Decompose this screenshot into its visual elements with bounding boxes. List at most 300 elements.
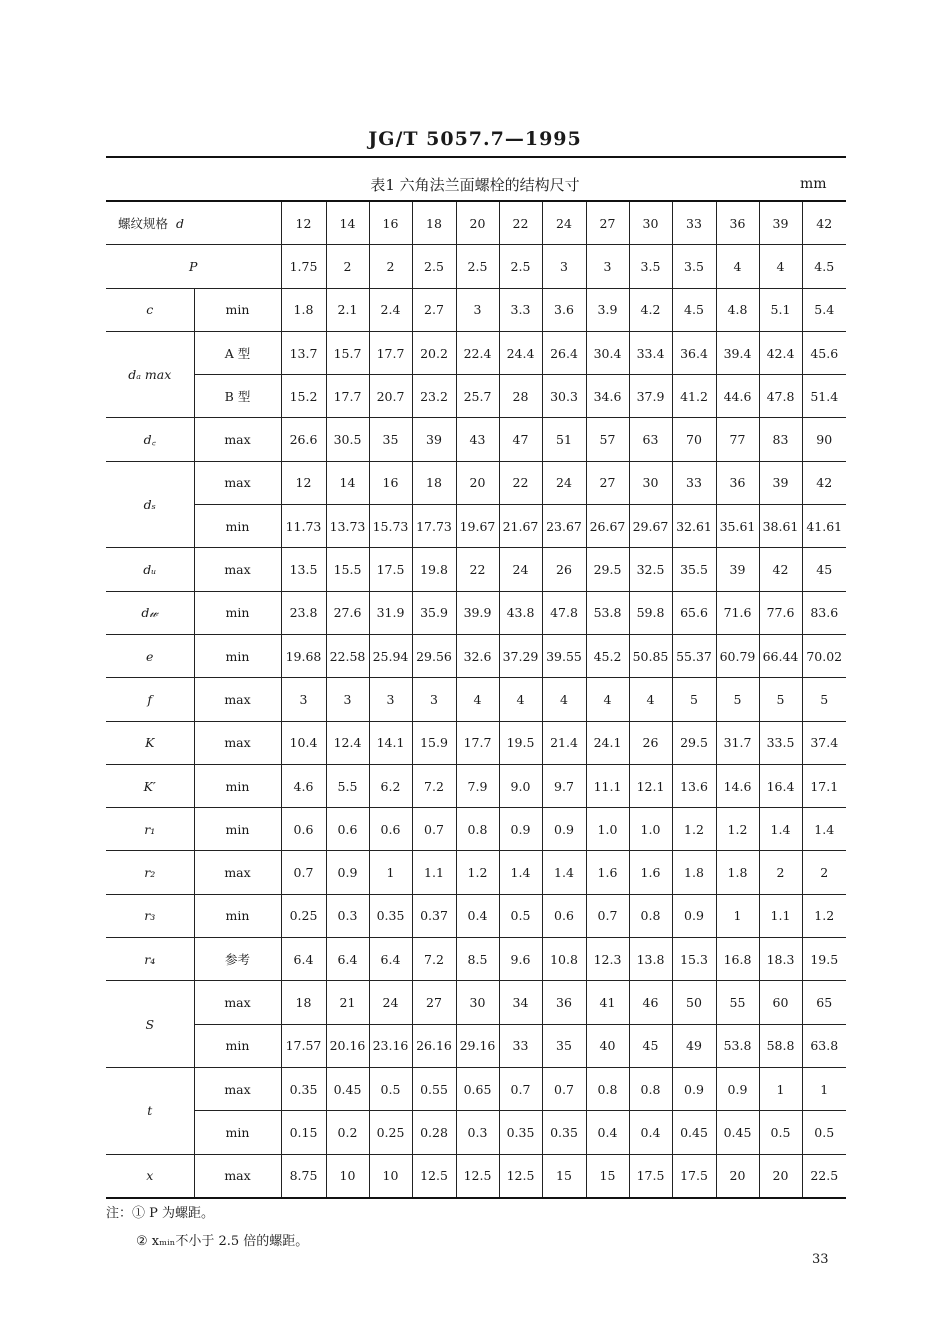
value-cell: 19.5 — [802, 938, 846, 981]
value-cell: 39.4 — [716, 331, 759, 374]
value-cell: 3 — [281, 678, 326, 721]
value-cell: 36 — [716, 461, 759, 504]
value-cell: 3 — [456, 288, 499, 331]
value-cell: 17.57 — [281, 1024, 326, 1067]
parameter-cell: d𝓌 — [106, 591, 194, 634]
value-cell: 1.75 — [281, 245, 326, 288]
spec-symbol: d — [176, 216, 185, 232]
value-cell: 29.5 — [586, 548, 629, 591]
value-cell: 17.5 — [672, 1154, 716, 1198]
table-row — [106, 938, 846, 981]
value-cell: 53.8 — [586, 591, 629, 634]
parameter-cell: c — [106, 288, 194, 331]
value-cell: 4.6 — [281, 764, 326, 807]
qualifier-cell: max — [194, 1067, 281, 1110]
value-cell: 41 — [586, 981, 629, 1024]
value-cell: 17.7 — [456, 721, 499, 764]
value-cell: 3 — [542, 245, 586, 288]
qualifier-cell: B 型 — [194, 375, 281, 418]
value-cell: 10 — [369, 1154, 412, 1198]
value-cell: 42 — [802, 461, 846, 504]
value-cell: 0.4 — [586, 1111, 629, 1154]
value-cell: 35.5 — [672, 548, 716, 591]
value-cell: 23.67 — [542, 505, 586, 548]
qualifier-cell: 参考 — [194, 938, 281, 981]
value-cell: 5.5 — [326, 764, 369, 807]
table-row — [106, 634, 846, 677]
parameter-cell: r₁ — [106, 808, 194, 851]
value-cell: 9.0 — [499, 764, 542, 807]
size-header-cell: 30 — [629, 201, 672, 245]
value-cell: 30 — [456, 981, 499, 1024]
table-row — [106, 764, 846, 807]
table-row — [106, 721, 846, 764]
value-cell: 65 — [802, 981, 846, 1024]
value-cell: 33.4 — [629, 331, 672, 374]
value-cell: 0.5 — [759, 1111, 802, 1154]
value-cell: 1.6 — [586, 851, 629, 894]
value-cell: 70 — [672, 418, 716, 461]
value-cell: 26.4 — [542, 331, 586, 374]
value-cell: 50.85 — [629, 634, 672, 677]
value-cell: 21.67 — [499, 505, 542, 548]
value-cell: 3 — [586, 245, 629, 288]
qualifier-cell: min — [194, 634, 281, 677]
size-header-cell: 16 — [369, 201, 412, 245]
value-cell: 27 — [412, 981, 456, 1024]
value-cell: 23.8 — [281, 591, 326, 634]
value-cell: 1.4 — [759, 808, 802, 851]
value-cell: 66.44 — [759, 634, 802, 677]
value-cell: 23.16 — [369, 1024, 412, 1067]
qualifier-cell: max — [194, 1154, 281, 1198]
value-cell: 0.3 — [326, 894, 369, 937]
value-cell: 51 — [542, 418, 586, 461]
value-cell: 39 — [412, 418, 456, 461]
value-cell: 22.5 — [802, 1154, 846, 1198]
value-cell: 33 — [499, 1024, 542, 1067]
value-cell: 28 — [499, 375, 542, 418]
value-cell: 0.28 — [412, 1111, 456, 1154]
value-cell: 13.7 — [281, 331, 326, 374]
value-cell: 4 — [586, 678, 629, 721]
value-cell: 43.8 — [499, 591, 542, 634]
value-cell: 59.8 — [629, 591, 672, 634]
size-header-cell: 27 — [586, 201, 629, 245]
value-cell: 24.1 — [586, 721, 629, 764]
value-cell: 0.4 — [629, 1111, 672, 1154]
value-cell: 0.5 — [369, 1067, 412, 1110]
value-cell: 2 — [369, 245, 412, 288]
value-cell: 11.73 — [281, 505, 326, 548]
value-cell: 47.8 — [542, 591, 586, 634]
value-cell: 5.1 — [759, 288, 802, 331]
value-cell: 41.61 — [802, 505, 846, 548]
value-cell: 16.4 — [759, 764, 802, 807]
value-cell: 20.16 — [326, 1024, 369, 1067]
value-cell: 12.5 — [412, 1154, 456, 1198]
value-cell: 0.9 — [672, 1067, 716, 1110]
value-cell: 18 — [281, 981, 326, 1024]
value-cell: 4 — [499, 678, 542, 721]
value-cell: 12.5 — [456, 1154, 499, 1198]
value-cell: 0.6 — [542, 894, 586, 937]
value-cell: 8.75 — [281, 1154, 326, 1198]
value-cell: 2.4 — [369, 288, 412, 331]
table-row — [106, 375, 846, 418]
table-row — [106, 461, 846, 504]
table-row — [106, 505, 846, 548]
value-cell: 35 — [369, 418, 412, 461]
value-cell: 55.37 — [672, 634, 716, 677]
value-cell: 23.2 — [412, 375, 456, 418]
value-cell: 0.7 — [499, 1067, 542, 1110]
value-cell: 5 — [672, 678, 716, 721]
parameter-cell: K′ — [106, 764, 194, 807]
value-cell: 22 — [456, 548, 499, 591]
qualifier-cell: max — [194, 678, 281, 721]
table-caption: 表1 六角法兰面螺栓的结构尺寸 — [370, 176, 580, 194]
value-cell: 1.1 — [412, 851, 456, 894]
value-cell: 17.7 — [369, 331, 412, 374]
value-cell: 25.7 — [456, 375, 499, 418]
value-cell: 0.9 — [716, 1067, 759, 1110]
value-cell: 0.2 — [326, 1111, 369, 1154]
size-header-cell: 24 — [542, 201, 586, 245]
value-cell: 20 — [456, 461, 499, 504]
value-cell: 46 — [629, 981, 672, 1024]
value-cell: 13.6 — [672, 764, 716, 807]
table-row — [106, 331, 846, 374]
parameter-cell: r₄ — [106, 938, 194, 981]
value-cell: 0.6 — [281, 808, 326, 851]
value-cell: 47 — [499, 418, 542, 461]
value-cell: 12.1 — [629, 764, 672, 807]
value-cell: 17.1 — [802, 764, 846, 807]
value-cell: 0.7 — [412, 808, 456, 851]
qualifier-cell: min — [194, 591, 281, 634]
value-cell: 17.7 — [326, 375, 369, 418]
parameter-cell: P — [106, 245, 281, 288]
value-cell: 60 — [759, 981, 802, 1024]
value-cell: 34.6 — [586, 375, 629, 418]
value-cell: 22 — [499, 461, 542, 504]
value-cell: 2.5 — [499, 245, 542, 288]
value-cell: 0.7 — [542, 1067, 586, 1110]
value-cell: 39.55 — [542, 634, 586, 677]
value-cell: 45 — [629, 1024, 672, 1067]
value-cell: 0.35 — [499, 1111, 542, 1154]
value-cell: 3.5 — [672, 245, 716, 288]
value-cell: 3 — [326, 678, 369, 721]
value-cell: 4 — [456, 678, 499, 721]
value-cell: 47.8 — [759, 375, 802, 418]
value-cell: 2.5 — [412, 245, 456, 288]
value-cell: 15.73 — [369, 505, 412, 548]
parameter-cell: S — [106, 981, 194, 1068]
value-cell: 0.4 — [456, 894, 499, 937]
value-cell: 39 — [716, 548, 759, 591]
table-row — [106, 418, 846, 461]
qualifier-cell: A 型 — [194, 331, 281, 374]
value-cell: 3 — [369, 678, 412, 721]
page-number: 33 — [812, 1252, 829, 1267]
value-cell: 5 — [802, 678, 846, 721]
qualifier-cell: min — [194, 505, 281, 548]
spec-header-cell — [106, 201, 281, 245]
value-cell: 8.5 — [456, 938, 499, 981]
value-cell: 29.67 — [629, 505, 672, 548]
qualifier-cell: min — [194, 1111, 281, 1154]
value-cell: 4 — [759, 245, 802, 288]
value-cell: 26 — [542, 548, 586, 591]
size-header-cell: 33 — [672, 201, 716, 245]
value-cell: 0.35 — [281, 1067, 326, 1110]
value-cell: 36.4 — [672, 331, 716, 374]
note-1: 注：① P 为螺距。 — [106, 1206, 215, 1221]
value-cell: 0.9 — [672, 894, 716, 937]
header-rule — [106, 156, 846, 158]
value-cell: 4.8 — [716, 288, 759, 331]
value-cell: 90 — [802, 418, 846, 461]
parameter-cell: e — [106, 634, 194, 677]
value-cell: 1.4 — [542, 851, 586, 894]
value-cell: 19.8 — [412, 548, 456, 591]
value-cell: 3.5 — [629, 245, 672, 288]
value-cell: 10.4 — [281, 721, 326, 764]
value-cell: 1 — [716, 894, 759, 937]
parameter-cell: r₂ — [106, 851, 194, 894]
value-cell: 0.15 — [281, 1111, 326, 1154]
value-cell: 16.8 — [716, 938, 759, 981]
value-cell: 0.65 — [456, 1067, 499, 1110]
value-cell: 31.9 — [369, 591, 412, 634]
parameter-cell: dₐ max — [106, 331, 194, 418]
value-cell: 7.9 — [456, 764, 499, 807]
value-cell: 12 — [281, 461, 326, 504]
value-cell: 44.6 — [716, 375, 759, 418]
value-cell: 2.5 — [456, 245, 499, 288]
value-cell: 29.5 — [672, 721, 716, 764]
table-container — [106, 200, 846, 1199]
value-cell: 20.7 — [369, 375, 412, 418]
value-cell: 30.3 — [542, 375, 586, 418]
value-cell: 1.2 — [672, 808, 716, 851]
value-cell: 83 — [759, 418, 802, 461]
value-cell: 20 — [759, 1154, 802, 1198]
value-cell: 0.9 — [542, 808, 586, 851]
value-cell: 43 — [456, 418, 499, 461]
value-cell: 37.4 — [802, 721, 846, 764]
value-cell: 19.5 — [499, 721, 542, 764]
value-cell: 2.1 — [326, 288, 369, 331]
value-cell: 29.16 — [456, 1024, 499, 1067]
value-cell: 50 — [672, 981, 716, 1024]
value-cell: 3.6 — [542, 288, 586, 331]
value-cell: 1.4 — [499, 851, 542, 894]
value-cell: 0.3 — [456, 1111, 499, 1154]
table-row — [106, 981, 846, 1024]
table-row — [106, 1154, 846, 1198]
parameter-cell: x — [106, 1154, 194, 1198]
note-2: ② xₘᵢₙ不小于 2.5 倍的螺距。 — [136, 1234, 309, 1249]
value-cell: 0.5 — [499, 894, 542, 937]
value-cell: 71.6 — [716, 591, 759, 634]
value-cell: 39 — [759, 461, 802, 504]
value-cell: 6.4 — [369, 938, 412, 981]
value-cell: 0.7 — [586, 894, 629, 937]
standard-code-header: JG/T 5057.7—1995 — [368, 128, 582, 150]
value-cell: 0.55 — [412, 1067, 456, 1110]
parameter-cell: dᵤ — [106, 548, 194, 591]
value-cell: 15.7 — [326, 331, 369, 374]
value-cell: 29.56 — [412, 634, 456, 677]
value-cell: 12.5 — [499, 1154, 542, 1198]
table-row — [106, 1111, 846, 1154]
value-cell: 15.5 — [326, 548, 369, 591]
value-cell: 33.5 — [759, 721, 802, 764]
value-cell: 32.61 — [672, 505, 716, 548]
value-cell: 65.6 — [672, 591, 716, 634]
qualifier-cell: min — [194, 764, 281, 807]
value-cell: 1.1 — [759, 894, 802, 937]
table-row — [106, 678, 846, 721]
value-cell: 0.8 — [629, 894, 672, 937]
value-cell: 4.2 — [629, 288, 672, 331]
value-cell: 35.61 — [716, 505, 759, 548]
value-cell: 1.4 — [802, 808, 846, 851]
value-cell: 14.1 — [369, 721, 412, 764]
qualifier-cell: min — [194, 288, 281, 331]
value-cell: 0.37 — [412, 894, 456, 937]
value-cell: 58.8 — [759, 1024, 802, 1067]
value-cell: 1.2 — [802, 894, 846, 937]
size-header-cell: 14 — [326, 201, 369, 245]
value-cell: 26 — [629, 721, 672, 764]
value-cell: 63.8 — [802, 1024, 846, 1067]
value-cell: 32.5 — [629, 548, 672, 591]
value-cell: 77.6 — [759, 591, 802, 634]
value-cell: 34 — [499, 981, 542, 1024]
value-cell: 10.8 — [542, 938, 586, 981]
value-cell: 1.2 — [456, 851, 499, 894]
value-cell: 0.45 — [326, 1067, 369, 1110]
value-cell: 24 — [369, 981, 412, 1024]
value-cell: 30 — [629, 461, 672, 504]
value-cell: 31.7 — [716, 721, 759, 764]
value-cell: 1 — [369, 851, 412, 894]
value-cell: 0.35 — [369, 894, 412, 937]
value-cell: 2 — [802, 851, 846, 894]
parameter-cell: d꜀ — [106, 418, 194, 461]
value-cell: 4 — [542, 678, 586, 721]
size-header-cell: 12 — [281, 201, 326, 245]
value-cell: 26.6 — [281, 418, 326, 461]
value-cell: 0.25 — [281, 894, 326, 937]
value-cell: 0.6 — [326, 808, 369, 851]
value-cell: 24 — [499, 548, 542, 591]
value-cell: 26.67 — [586, 505, 629, 548]
value-cell: 2 — [326, 245, 369, 288]
value-cell: 70.02 — [802, 634, 846, 677]
value-cell: 17.5 — [629, 1154, 672, 1198]
value-cell: 0.45 — [672, 1111, 716, 1154]
value-cell: 38.61 — [759, 505, 802, 548]
value-cell: 2 — [759, 851, 802, 894]
value-cell: 20.2 — [412, 331, 456, 374]
value-cell: 39.9 — [456, 591, 499, 634]
value-cell: 27 — [586, 461, 629, 504]
value-cell: 14.6 — [716, 764, 759, 807]
table-row — [106, 1024, 846, 1067]
value-cell: 35.9 — [412, 591, 456, 634]
value-cell: 30.4 — [586, 331, 629, 374]
value-cell: 1.8 — [672, 851, 716, 894]
value-cell: 83.6 — [802, 591, 846, 634]
value-cell: 7.2 — [412, 938, 456, 981]
value-cell: 4.5 — [672, 288, 716, 331]
value-cell: 32.6 — [456, 634, 499, 677]
value-cell: 17.73 — [412, 505, 456, 548]
table-row — [106, 894, 846, 937]
value-cell: 42.4 — [759, 331, 802, 374]
size-header-cell: 42 — [802, 201, 846, 245]
parameter-cell: t — [106, 1067, 194, 1154]
qualifier-cell: max — [194, 721, 281, 764]
value-cell: 0.7 — [281, 851, 326, 894]
value-cell: 1.0 — [586, 808, 629, 851]
table-row — [106, 288, 846, 331]
value-cell: 4 — [716, 245, 759, 288]
value-cell: 3.3 — [499, 288, 542, 331]
value-cell: 0.45 — [716, 1111, 759, 1154]
value-cell: 5 — [759, 678, 802, 721]
value-cell: 7.2 — [412, 764, 456, 807]
value-cell: 15 — [586, 1154, 629, 1198]
qualifier-cell: min — [194, 1024, 281, 1067]
size-header-cell: 20 — [456, 201, 499, 245]
value-cell: 26.16 — [412, 1024, 456, 1067]
value-cell: 15.9 — [412, 721, 456, 764]
value-cell: 20 — [716, 1154, 759, 1198]
value-cell: 41.2 — [672, 375, 716, 418]
value-cell: 33 — [672, 461, 716, 504]
value-cell: 1.2 — [716, 808, 759, 851]
parameter-cell: K — [106, 721, 194, 764]
value-cell: 22.4 — [456, 331, 499, 374]
value-cell: 1 — [802, 1067, 846, 1110]
value-cell: 15.3 — [672, 938, 716, 981]
value-cell: 45 — [802, 548, 846, 591]
value-cell: 13.73 — [326, 505, 369, 548]
value-cell: 1.6 — [629, 851, 672, 894]
value-cell: 63 — [629, 418, 672, 461]
table-header-row — [106, 201, 846, 245]
value-cell: 1.0 — [629, 808, 672, 851]
value-cell: 1.8 — [281, 288, 326, 331]
value-cell: 57 — [586, 418, 629, 461]
qualifier-cell: max — [194, 981, 281, 1024]
table-unit: mm — [800, 176, 827, 192]
parameter-cell: f — [106, 678, 194, 721]
value-cell: 14 — [326, 461, 369, 504]
value-cell: 4 — [629, 678, 672, 721]
value-cell: 9.6 — [499, 938, 542, 981]
value-cell: 4.5 — [802, 245, 846, 288]
value-cell: 12.3 — [586, 938, 629, 981]
value-cell: 51.4 — [802, 375, 846, 418]
value-cell: 13.8 — [629, 938, 672, 981]
